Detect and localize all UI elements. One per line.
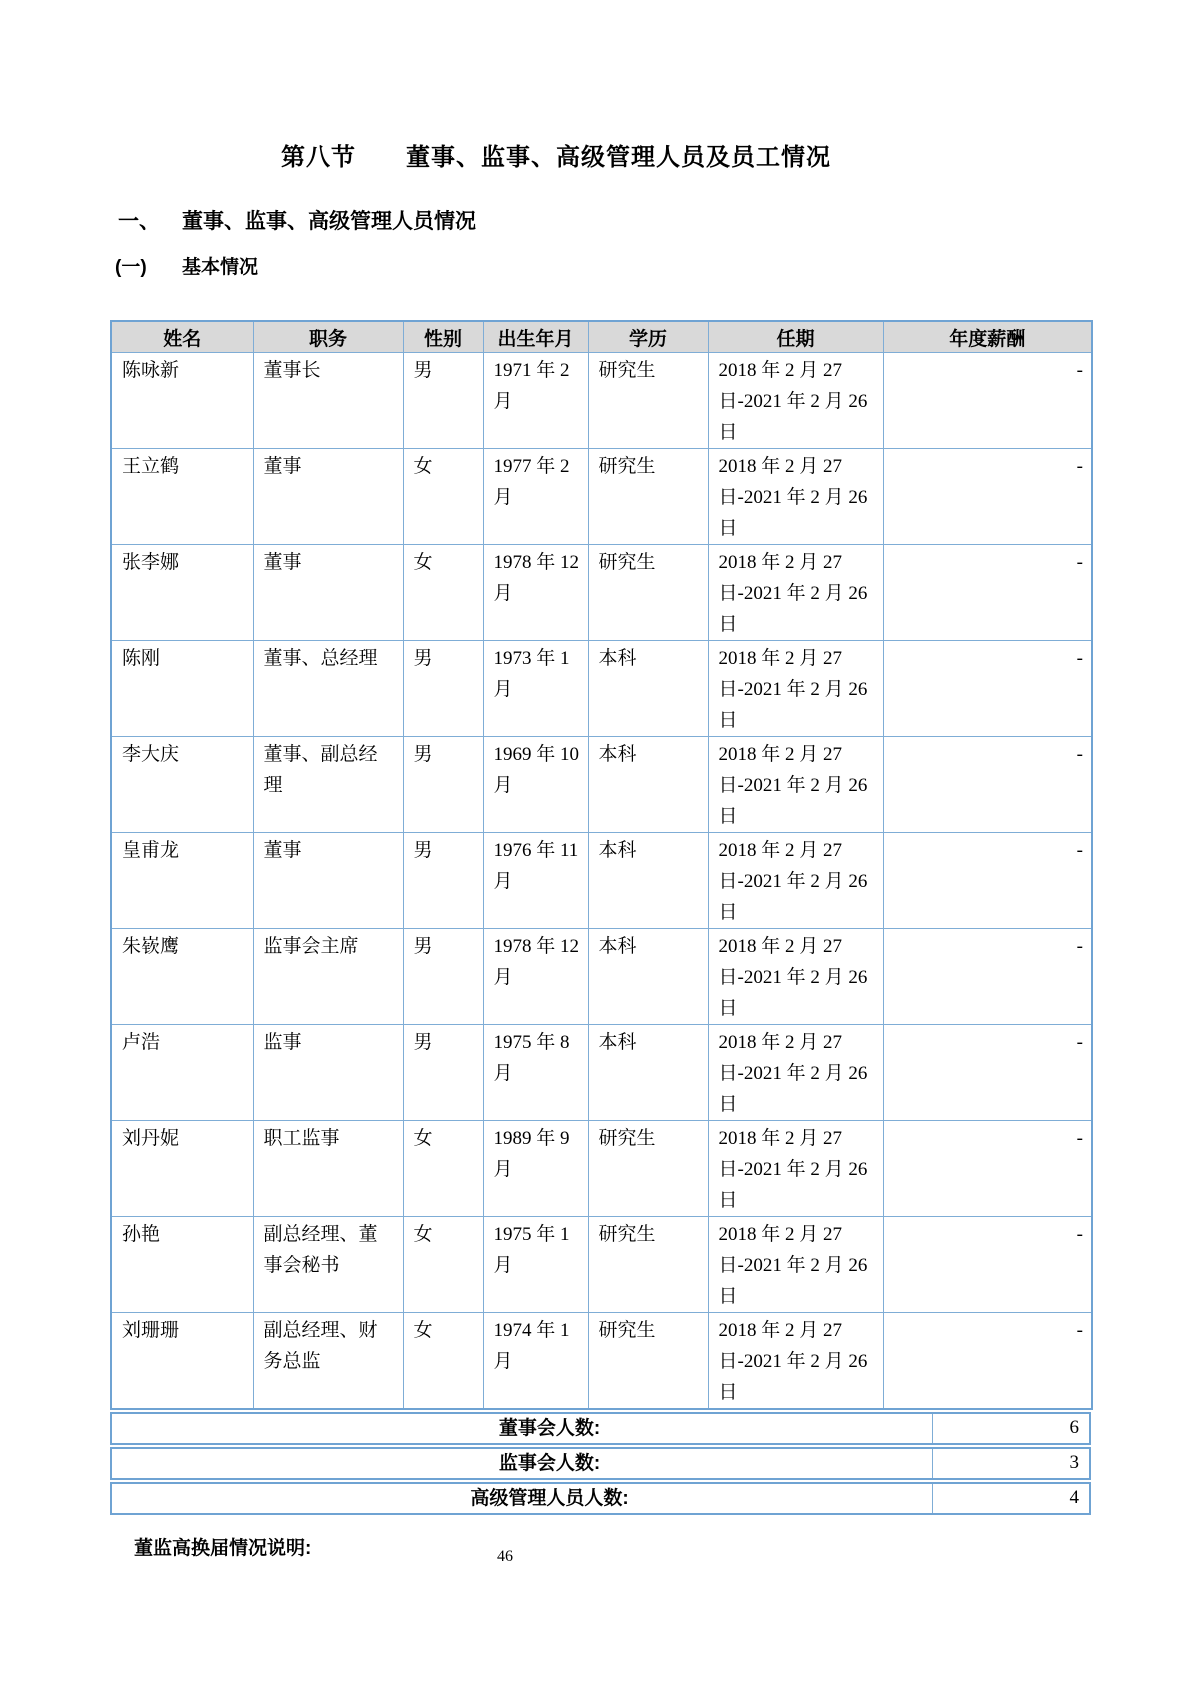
personnel-table [110, 320, 1093, 1410]
summary-value: 6 [1069, 1417, 1079, 1438]
cell-education: 研究生 [588, 1121, 708, 1217]
cell-name: 李大庆 [111, 737, 253, 833]
summary-label: 监事会人数: [112, 1449, 933, 1478]
footnote: 董监高换届情况说明: [134, 1538, 312, 1559]
cell-term: 2018 年 2 月 27 日-2021 年 2 月 26 日 [708, 1025, 883, 1121]
cell-term: 2018 年 2 月 27 日-2021 年 2 月 26 日 [708, 641, 883, 737]
cell-position: 董事 [253, 833, 403, 929]
table-header-row [111, 321, 1092, 353]
cell-gender: 男 [403, 641, 483, 737]
summary-label: 董事会人数: [112, 1414, 933, 1443]
cell-birth: 1978 年 12 月 [483, 545, 588, 641]
cell-salary: - [883, 1217, 1092, 1313]
column-header-education: 学历 [588, 321, 708, 353]
cell-name: 孙艳 [111, 1217, 253, 1313]
table-row [111, 1121, 1092, 1217]
column-header-term: 任期 [708, 321, 883, 353]
summary-row-senior-management-count [110, 1482, 1091, 1515]
cell-gender: 女 [403, 545, 483, 641]
cell-salary: - [883, 929, 1092, 1025]
cell-gender: 男 [403, 353, 483, 449]
cell-name: 王立鹤 [111, 449, 253, 545]
column-header-birth: 出生年月 [483, 321, 588, 353]
cell-name: 陈咏新 [111, 353, 253, 449]
table-row [111, 833, 1092, 929]
table-row [111, 449, 1092, 545]
cell-salary: - [883, 1313, 1092, 1410]
cell-salary: - [883, 641, 1092, 737]
cell-birth: 1978 年 12 月 [483, 929, 588, 1025]
cell-position: 董事、总经理 [253, 641, 403, 737]
cell-term: 2018 年 2 月 27 日-2021 年 2 月 26 日 [708, 929, 883, 1025]
summary-value: 4 [1069, 1487, 1079, 1508]
page-title: 第八节 董事、监事、高级管理人员及员工情况 [281, 144, 831, 171]
cell-salary: - [883, 737, 1092, 833]
cell-term: 2018 年 2 月 27 日-2021 年 2 月 26 日 [708, 833, 883, 929]
cell-salary: - [883, 545, 1092, 641]
section-heading [118, 208, 1200, 236]
cell-term: 2018 年 2 月 27 日-2021 年 2 月 26 日 [708, 1217, 883, 1313]
table-row [111, 641, 1092, 737]
cell-name: 皇甫龙 [111, 833, 253, 929]
cell-salary: - [883, 353, 1092, 449]
table-row [111, 545, 1092, 641]
cell-position: 职工监事 [253, 1121, 403, 1217]
cell-education: 本科 [588, 641, 708, 737]
table-row [111, 737, 1092, 833]
table-row [111, 353, 1092, 449]
cell-position: 监事会主席 [253, 929, 403, 1025]
cell-education: 研究生 [588, 449, 708, 545]
cell-name: 刘丹妮 [111, 1121, 253, 1217]
cell-salary: - [883, 1121, 1092, 1217]
page-number: 46 [497, 1548, 513, 1565]
cell-birth: 1989 年 9 月 [483, 1121, 588, 1217]
cell-gender: 男 [403, 1025, 483, 1121]
cell-gender: 女 [403, 449, 483, 545]
cell-birth: 1969 年 10 月 [483, 737, 588, 833]
table-row [111, 929, 1092, 1025]
table-row [111, 1217, 1092, 1313]
cell-gender: 女 [403, 1313, 483, 1410]
summary-row-supervisor-count [110, 1447, 1091, 1480]
cell-name: 朱嵚鹰 [111, 929, 253, 1025]
cell-gender: 女 [403, 1217, 483, 1313]
cell-name: 张李娜 [111, 545, 253, 641]
cell-birth: 1975 年 1 月 [483, 1217, 588, 1313]
cell-birth: 1976 年 11 月 [483, 833, 588, 929]
column-header-position: 职务 [253, 321, 403, 353]
cell-education: 本科 [588, 1025, 708, 1121]
cell-position: 监事 [253, 1025, 403, 1121]
cell-term: 2018 年 2 月 27 日-2021 年 2 月 26 日 [708, 353, 883, 449]
summary-value: 3 [1069, 1452, 1079, 1473]
subsection-heading [115, 255, 1200, 281]
section-title: 董事、监事、高级管理人员情况 [182, 210, 476, 233]
cell-birth: 1975 年 8 月 [483, 1025, 588, 1121]
column-header-name: 姓名 [111, 321, 253, 353]
cell-term: 2018 年 2 月 27 日-2021 年 2 月 26 日 [708, 449, 883, 545]
cell-gender: 男 [403, 929, 483, 1025]
cell-birth: 1971 年 2 月 [483, 353, 588, 449]
cell-salary: - [883, 449, 1092, 545]
column-header-salary: 年度薪酬 [883, 321, 1092, 353]
cell-position: 董事、副总经理 [253, 737, 403, 833]
cell-education: 研究生 [588, 545, 708, 641]
cell-gender: 男 [403, 737, 483, 833]
cell-gender: 女 [403, 1121, 483, 1217]
cell-term: 2018 年 2 月 27 日-2021 年 2 月 26 日 [708, 545, 883, 641]
cell-position: 副总经理、董事会秘书 [253, 1217, 403, 1313]
summary-label: 高级管理人员人数: [112, 1484, 933, 1513]
cell-name: 刘珊珊 [111, 1313, 253, 1410]
cell-salary: - [883, 833, 1092, 929]
cell-education: 本科 [588, 929, 708, 1025]
cell-term: 2018 年 2 月 27 日-2021 年 2 月 26 日 [708, 737, 883, 833]
cell-education: 研究生 [588, 353, 708, 449]
cell-education: 本科 [588, 737, 708, 833]
cell-position: 董事 [253, 449, 403, 545]
cell-birth: 1973 年 1 月 [483, 641, 588, 737]
cell-name: 卢浩 [111, 1025, 253, 1121]
cell-position: 董事 [253, 545, 403, 641]
column-header-gender: 性别 [403, 321, 483, 353]
section-number: 一、 [118, 210, 160, 233]
cell-education: 研究生 [588, 1217, 708, 1313]
cell-position: 董事长 [253, 353, 403, 449]
cell-name: 陈刚 [111, 641, 253, 737]
cell-birth: 1974 年 1 月 [483, 1313, 588, 1410]
subsection-title: 基本情况 [182, 257, 259, 278]
cell-position: 副总经理、财务总监 [253, 1313, 403, 1410]
table-row [111, 1025, 1092, 1121]
cell-education: 本科 [588, 833, 708, 929]
summary-row-board-count [110, 1412, 1091, 1445]
cell-gender: 男 [403, 833, 483, 929]
cell-term: 2018 年 2 月 27 日-2021 年 2 月 26 日 [708, 1313, 883, 1410]
cell-salary: - [883, 1025, 1092, 1121]
cell-birth: 1977 年 2 月 [483, 449, 588, 545]
table-row [111, 1313, 1092, 1410]
subsection-number: (一) [115, 257, 147, 278]
cell-education: 研究生 [588, 1313, 708, 1410]
cell-term: 2018 年 2 月 27 日-2021 年 2 月 26 日 [708, 1121, 883, 1217]
